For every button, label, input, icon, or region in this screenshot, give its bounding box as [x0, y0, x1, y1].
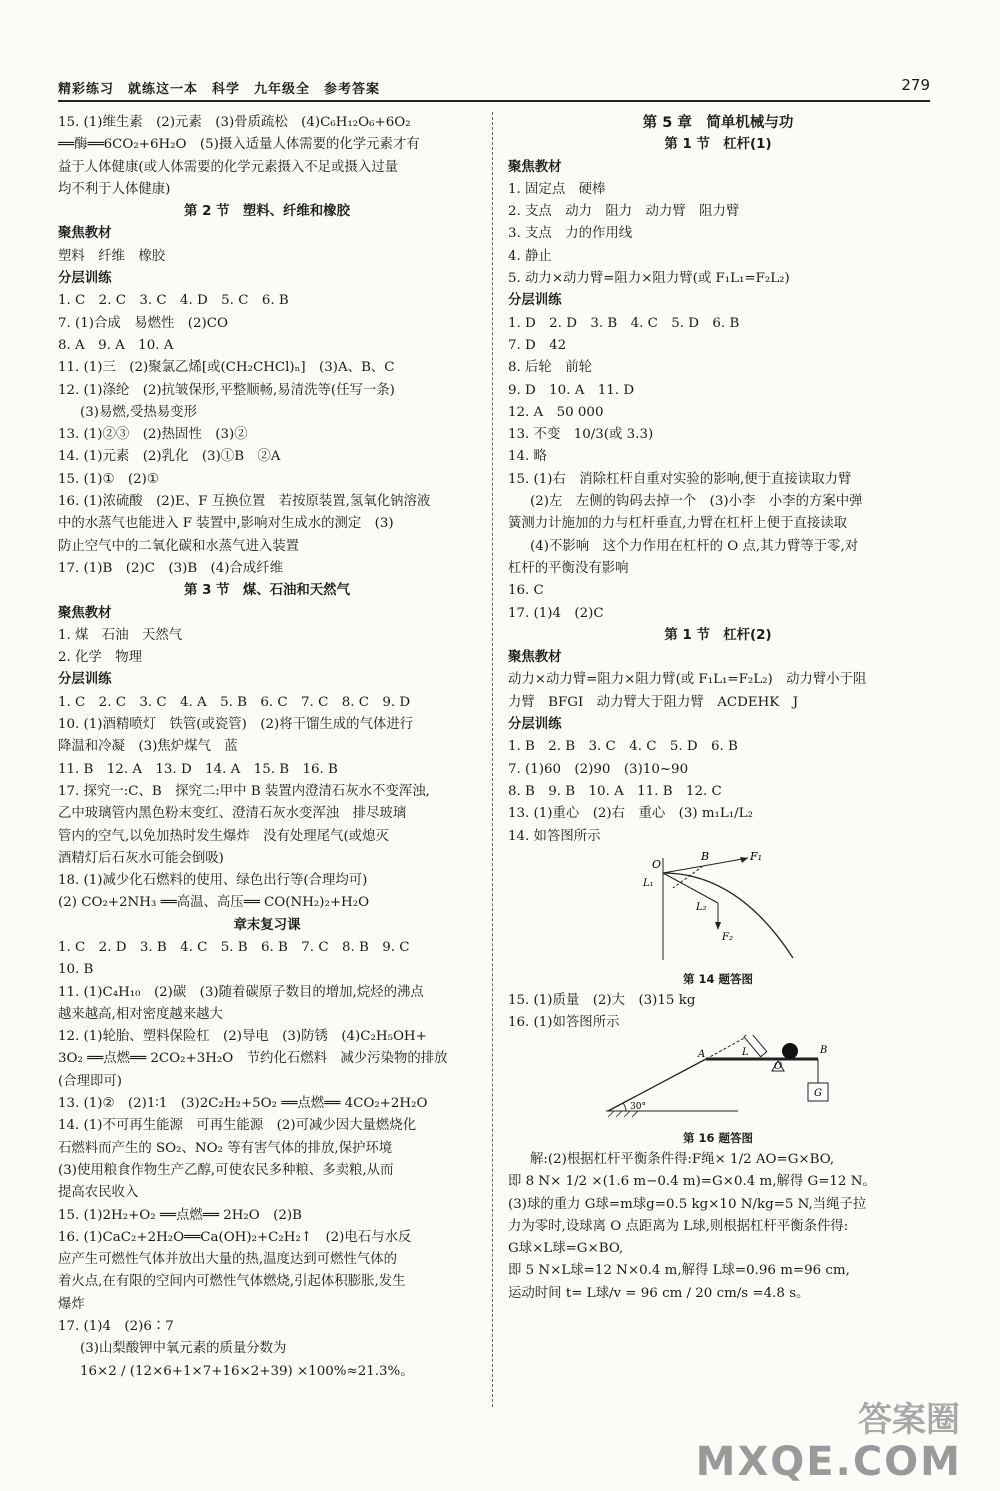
fig16-label-O: O — [774, 1060, 783, 1072]
answer-line: 簧测力计施加的力与杠杆垂直,力臂在杠杆上便于直接读取 — [508, 516, 848, 532]
fig14-label-F1: F₁ — [750, 849, 763, 863]
answer-line: 石燃料而产生的 SO₂、NO₂ 等有害气体的排放,保护环境 — [58, 1140, 393, 1156]
answer-line: 13. (1)② (2)1∶1 (3)2C₂H₂+5O₂ ══点燃══ 4CO₂+2H₂O — [58, 1096, 428, 1112]
answer-line: 18. (1)减少化石燃料的使用、绿色出行等(合理均可) — [58, 873, 368, 889]
answer-line: 7. (1)合成 易燃性 (2)CO — [58, 315, 228, 331]
answer-line: 8. 后轮 前轮 — [508, 360, 592, 376]
answer-line: 12. (1)涤纶 (2)抗皱保形,平整顺畅,易清洗等(任写一条) — [58, 382, 395, 398]
answer-line: 3. 支点 力的作用线 — [508, 226, 633, 242]
fig14-label-B: B — [701, 849, 710, 863]
answer-line: 动力×动力臂=阻力×阻力臂(或 F₁L₁=F₂L₂) 动力臂小于阻 — [508, 672, 867, 688]
fig14-label-F2: F₂ — [722, 931, 733, 943]
fig16-label-B: B — [820, 1044, 828, 1056]
answer-line: (3)使用粮食作物生产乙醇,可使农民多种粮、多卖粮,从而 — [58, 1162, 394, 1178]
answer-line: 1. 固定点 硬棒 — [508, 181, 606, 197]
answer-line: 17. 探究一:C、B 探究二:甲中 B 装置内澄清石灰水不变浑浊, — [58, 783, 430, 799]
answer-line: 2. 支点 动力 阻力 动力臂 阻力臂 — [508, 204, 740, 220]
answer-line: 13. (1)重心 (2)右 重心 (3) m₁L₁/L₂ — [508, 806, 753, 822]
figure-14-lever — [508, 848, 928, 968]
answer-line: 11. (1)三 (2)聚氯乙烯[或(CH₂CHCl)ₙ] (3)A、B、C — [58, 360, 395, 376]
answer-line: (2) CO₂+2NH₃ ══高温、高压══ CO(NH₂)₂+H₂O — [58, 895, 370, 911]
answer-line: 爆炸 — [58, 1296, 85, 1312]
chapter-heading: 第 5 章 简单机械与功 — [642, 115, 794, 131]
answer-line: 14. (1)不可再生能源 可再生能源 (2)可减少因大量燃烧化 — [58, 1118, 417, 1134]
answer-line: 12. A 50 000 — [508, 404, 604, 420]
answer-line: ══酶══6CO₂+6H₂O (5)摄入适量人体需要的化学元素才有 — [58, 137, 420, 153]
answer-line: 即 5 N×L球=12 N×0.4 m,解得 L球=0.96 m=96 cm, — [508, 1263, 850, 1279]
answer-line: 16. (1)浓硫酸 (2)E、F 互换位置 若按原装置,氢氧化钠溶液 — [58, 494, 431, 510]
answer-line: (2)左 左侧的钩码去掉一个 (3)小李 小李的方案中弹 — [530, 494, 863, 510]
answer-line: 16×2 / (12×6+1×7+16×2+39) ×100%≈21.3%。 — [80, 1363, 414, 1379]
answer-line: 均不利于人体健康) — [58, 181, 171, 197]
subsection-label: 聚焦教材 — [508, 650, 562, 666]
answer-line: 1. C 2. C 3. C 4. D 5. C 6. B — [58, 293, 289, 309]
figure-14-diagram — [508, 848, 928, 968]
page-number: 279 — [901, 76, 930, 94]
answer-line: 16. (1)如答图所示 — [508, 1015, 620, 1031]
answer-line: 16. C — [508, 583, 544, 599]
answer-line: 8. B 9. B 10. A 11. B 12. C — [508, 783, 722, 799]
answer-line: 防止空气中的二氧化碳和水蒸气进入装置 — [58, 538, 300, 554]
answer-line: (4)不影响 这个力作用在杠杆的 O 点,其力臂等于零,对 — [530, 538, 859, 554]
answer-line: 17. (1)4 (2)6∶7 — [58, 1319, 174, 1335]
answer-line: 5. 动力×动力臂=阻力×阻力臂(或 F₁L₁=F₂L₂) — [508, 271, 790, 287]
answer-line: 运动时间 t= L球/v = 96 cm / 20 cm/s =4.8 s。 — [508, 1285, 810, 1301]
subsection-label: 分层训练 — [58, 271, 112, 287]
answer-line: 15. (1)2H₂+O₂ ══点燃══ 2H₂O (2)B — [58, 1207, 302, 1223]
fig16-label-A: A — [698, 1048, 706, 1060]
section-heading: 第 3 节 煤、石油和天然气 — [184, 583, 350, 599]
subsection-label: 分层训练 — [58, 672, 112, 688]
page-header — [58, 78, 930, 102]
section-heading: 第 1 节 杠杆(2) — [664, 627, 772, 643]
answer-line: 提高农民收入 — [58, 1185, 139, 1201]
subsection-label: 分层训练 — [508, 717, 562, 733]
left-column — [58, 112, 476, 1383]
fig14-label-O: O — [652, 857, 662, 871]
answer-line: 管内的空气,以免加热时发生爆炸 没有处理尾气(或熄灭 — [58, 828, 389, 844]
answer-line: 7. (1)60 (2)90 (3)10~90 — [508, 761, 689, 777]
subsection-label: 聚焦教材 — [508, 159, 562, 175]
figure-caption: 第 14 题答图 — [682, 971, 753, 986]
fig16-label-angle: 30° — [630, 1101, 646, 1112]
fig16-label-L: L — [742, 1046, 749, 1058]
answer-line: 13. 不变 10/3(或 3.3) — [508, 427, 654, 443]
subsection-label: 分层训练 — [508, 293, 562, 309]
fig14-label-L2: L₂ — [696, 901, 707, 913]
answer-line: 益于人体健康(或人体需要的化学元素摄入不足或摄入过量 — [58, 159, 398, 175]
answer-line: 11. (1)C₄H₁₀ (2)碳 (3)随着碳原子数目的增加,烷烃的沸点 — [58, 984, 424, 1000]
answer-line: 力为零时,设球离 O 点距离为 L球,则根据杠杆平衡条件得: — [508, 1218, 849, 1234]
answer-line: 17. (1)4 (2)C — [508, 605, 604, 621]
answer-line: 17. (1)B (2)C (3)B (4)合成纤维 — [58, 560, 284, 576]
answer-line: 14. 如答图所示 — [508, 828, 601, 844]
answer-line: (3)球的重力 G球=m球g=0.5 kg×10 N/kg=5 N,当绳子拉 — [508, 1196, 867, 1212]
header-title: 精彩练习 就练这一本 科学 九年级全 参考答案 — [58, 82, 381, 97]
right-column — [508, 112, 928, 1305]
answer-line: 1. C 2. C 3. C 4. A 5. B 6. C 7. C 8. C 9. D — [58, 694, 411, 710]
section-heading: 章末复习课 — [233, 917, 301, 933]
answer-line: 11. B 12. A 13. D 14. A 15. B 16. B — [58, 761, 338, 777]
column-divider — [492, 112, 493, 1407]
subsection-label: 聚焦教材 — [58, 605, 112, 621]
answer-line: 15. (1)① (2)① — [58, 471, 159, 487]
answer-line: 15. (1)右 消除杠杆自重对实验的影响,便于直接读取力臂 — [508, 471, 852, 487]
watermark-url: MXQE.COM — [695, 1439, 962, 1485]
answer-line: 解:(2)根据杠杆平衡条件得:F绳× 1/2 AO=G×BO, — [530, 1151, 835, 1167]
watermark-logo: 答案圈 — [858, 1400, 960, 1440]
answer-line: 16. (1)CaC₂+2H₂O══Ca(OH)₂+C₂H₂↑ (2)电石与水反 — [58, 1229, 412, 1245]
answer-line: G球×L球=G×BO, — [508, 1241, 624, 1257]
section-heading: 第 1 节 杠杆(1) — [664, 137, 772, 153]
answer-line: 中的水蒸气也能进入 F 装置中,影响对生成水的测定 (3) — [58, 516, 394, 532]
answer-line: 着火点,在有限的空间内可燃性气体燃烧,引起体积膨胀,发生 — [58, 1274, 406, 1290]
answer-line: 15. (1)质量 (2)大 (3)15 kg — [508, 993, 696, 1009]
fig16-label-G: G — [814, 1087, 822, 1099]
answer-line: 9. D 10. A 11. D — [508, 382, 635, 398]
answer-line: 乙中玻璃管内黑色粉末变红、澄清石灰水变浑浊 排尽玻璃 — [58, 806, 407, 822]
answer-line: 1. C 2. D 3. B 4. C 5. B 6. B 7. C 8. B 9. C — [58, 939, 410, 955]
answer-line: 1. 煤 石油 天然气 — [58, 627, 183, 643]
answer-line: 13. (1)②③ (2)热固性 (3)② — [58, 427, 248, 443]
answer-line: 15. (1)维生素 (2)元素 (3)骨质疏松 (4)C₆H₁₂O₆+6O₂ — [58, 115, 411, 130]
answer-line: 力臂 BFGI 动力臂大于阻力臂 ACDEHK J — [508, 694, 799, 710]
answer-line: 8. A 9. A 10. A — [58, 337, 174, 353]
section-heading: 第 2 节 塑料、纤维和橡胶 — [184, 204, 350, 220]
figure-caption: 第 16 题答图 — [682, 1130, 753, 1145]
answer-line: 1. B 2. B 3. C 4. C 5. D 6. B — [508, 739, 738, 755]
answer-line: (合理即可) — [58, 1073, 123, 1089]
figure-16-diagram — [508, 1035, 928, 1127]
answer-line: 杠杆的平衡没有影响 — [508, 560, 629, 576]
answer-line: 1. D 2. D 3. B 4. C 5. D 6. B — [508, 315, 740, 331]
answer-line: 10. (1)酒精喷灯 铁管(或瓷管) (2)将干馏生成的气体进行 — [58, 717, 414, 733]
answer-line: (3)山梨酸钾中氧元素的质量分数为 — [80, 1341, 287, 1357]
answer-line: 10. B — [58, 962, 94, 978]
answer-line: 降温和冷凝 (3)焦炉煤气 蓝 — [58, 739, 238, 755]
answer-line: 4. 静止 — [508, 248, 552, 264]
answer-line: 塑料 纤维 橡胶 — [58, 248, 166, 264]
answer-line: 12. (1)轮胎、塑料保险杠 (2)导电 (3)防锈 (4)C₂H₅OH+ — [58, 1029, 427, 1045]
answer-line: 7. D 42 — [508, 337, 567, 353]
figure-16-incline — [508, 1035, 928, 1127]
answer-line: 越来越高,相对密度越来越大 — [58, 1006, 223, 1022]
answer-line: 2. 化学 物理 — [58, 650, 142, 666]
answer-line: 3O₂ ══点燃══ 2CO₂+3H₂O 节约化石燃料 减少污染物的排放 — [58, 1051, 448, 1067]
subsection-label: 聚焦教材 — [58, 226, 112, 242]
answer-line: 应产生可燃性气体并放出大量的热,温度达到可燃性气体的 — [58, 1252, 398, 1268]
answer-line: 14. (1)元素 (2)乳化 (3)①B ②A — [58, 449, 281, 465]
answer-line: 14. 略 — [508, 449, 547, 465]
fig14-label-L1: L₁ — [643, 877, 654, 889]
answer-line: 酒精灯后石灰水可能会倒吸) — [58, 850, 224, 866]
answer-line: (3)易燃,受热易变形 — [80, 404, 197, 420]
answer-line: 即 8 N× 1/2 ×(1.6 m−0.4 m)=G×0.4 m,解得 G=12 N。 — [508, 1174, 876, 1190]
